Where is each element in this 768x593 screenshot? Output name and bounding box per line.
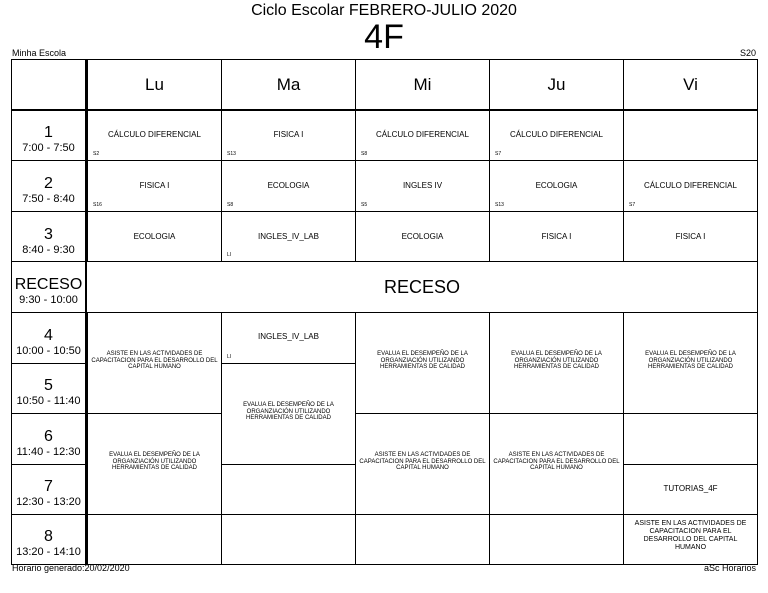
- lesson-cell: [623, 161, 757, 212]
- lesson-subject: INGLES_IV_LAB: [258, 232, 319, 241]
- lesson-room: S16: [93, 202, 102, 208]
- period-time: 10:00 - 10:50: [16, 345, 81, 357]
- corner-cell: [12, 60, 87, 111]
- lesson-subject: ASISTE EN LAS ACTIVIDADES DE CAPACITACION PARA EL DESARROLLO DEL CAPITAL HUMANO: [634, 520, 747, 551]
- period-time: 7:50 - 8:40: [22, 193, 75, 205]
- lesson-subject: ECOLOGIA: [133, 232, 176, 241]
- lesson-subject: FISICA I: [273, 130, 304, 139]
- lesson-cell: [87, 212, 221, 262]
- empty-cell: [355, 515, 489, 564]
- period-header-4: [12, 313, 87, 364]
- lesson-subject: EVALUA EL DESEMPEÑO DE LA ORGANZIACIÓN UTILIZANDO HERRAMIENTAS DE CALIDAD: [645, 351, 736, 370]
- day-header-lu: Lu: [87, 60, 221, 111]
- empty-cell: [87, 515, 221, 564]
- period-number: 4: [44, 327, 53, 344]
- lesson-subject: TUTORIAS_4F: [663, 484, 718, 493]
- lesson-room: S5: [361, 202, 368, 208]
- period-time: 9:30 - 10:00: [19, 294, 78, 306]
- generated-date: Horario generado:20/02/2020: [12, 563, 130, 573]
- lesson-cell: [489, 161, 623, 212]
- empty-cell: [623, 111, 757, 161]
- lesson-room: S7: [629, 202, 636, 208]
- recess-band: RECESO: [87, 262, 757, 313]
- school-name: Minha Escola: [12, 48, 67, 58]
- period-number: 2: [44, 175, 53, 192]
- lesson-room: S7: [495, 151, 502, 157]
- period-header-recess: [12, 262, 87, 313]
- lesson-cell: [221, 212, 355, 262]
- lesson-cell: [87, 414, 221, 515]
- period-header-8: [12, 515, 87, 564]
- empty-cell: [221, 465, 355, 515]
- lesson-subject: INGLES IV: [402, 181, 443, 190]
- period-time: 8:40 - 9:30: [22, 244, 75, 256]
- lesson-cell: [221, 364, 355, 465]
- lesson-cell: [623, 212, 757, 262]
- period-number: 6: [44, 428, 53, 445]
- timetable: [11, 59, 757, 564]
- period-number: 1: [44, 124, 53, 141]
- lesson-subject: FISICA I: [541, 232, 572, 241]
- lesson-room: S2: [93, 151, 100, 157]
- period-number: 5: [44, 377, 53, 394]
- period-header-5: [12, 364, 87, 414]
- schedule-title: Ciclo Escolar FEBRERO-JULIO 2020: [251, 2, 517, 19]
- lesson-room: S8: [361, 151, 368, 157]
- lesson-cell: [489, 313, 623, 414]
- lesson-room: S13: [227, 151, 236, 157]
- lesson-cell: [623, 465, 757, 515]
- lesson-cell: [623, 515, 757, 564]
- period-time: 13:20 - 14:10: [16, 546, 81, 558]
- day-header-mi: Mi: [355, 60, 489, 111]
- lesson-cell: [221, 111, 355, 161]
- lesson-subject: EVALUA EL DESEMPEÑO DE LA ORGANZIACIÓN UTILIZANDO HERRAMIENTAS DE CALIDAD: [377, 351, 468, 370]
- period-time: 12:30 - 13:20: [16, 496, 81, 508]
- lesson-cell: [87, 111, 221, 161]
- period-number: 3: [44, 226, 53, 243]
- period-number: 8: [44, 528, 53, 545]
- lesson-cell: [355, 212, 489, 262]
- period-number: 7: [44, 478, 53, 495]
- lesson-subject: ECOLOGIA: [535, 181, 578, 190]
- lesson-subject: ASISTE EN LAS ACTIVIDADES DE CAPACITACION PARA EL DESARROLLO DEL CAPITAL HUMANO: [359, 452, 486, 471]
- period-header-2: [12, 161, 87, 212]
- period-header-6: [12, 414, 87, 465]
- lesson-cell: [355, 161, 489, 212]
- lesson-subject: ECOLOGIA: [267, 181, 310, 190]
- lesson-subject: EVALUA EL DESEMPEÑO DE LA ORGANZIACIÓN UTILIZANDO HERRAMIENTAS DE CALIDAD: [243, 402, 334, 421]
- lesson-cell: [221, 313, 355, 364]
- lesson-room: LI: [227, 354, 232, 360]
- lesson-room: S13: [495, 202, 504, 208]
- timetable-grid: [11, 59, 758, 565]
- lesson-cell: [355, 414, 489, 515]
- period-header-3: [12, 212, 87, 262]
- room-code: S20: [739, 48, 756, 58]
- lesson-cell: [355, 313, 489, 414]
- lesson-subject: ECOLOGIA: [401, 232, 444, 241]
- lesson-cell: [221, 161, 355, 212]
- lesson-subject: ASISTE EN LAS ACTIVIDADES DE CAPACITACION PARA EL DESARROLLO DEL CAPITAL HUMANO: [493, 452, 620, 471]
- lesson-cell: [489, 111, 623, 161]
- lesson-subject: INGLES_IV_LAB: [258, 332, 319, 341]
- lesson-room: LI: [227, 252, 232, 258]
- lesson-subject: EVALUA EL DESEMPEÑO DE LA ORGANZIACIÓN UTILIZANDO HERRAMIENTAS DE CALIDAD: [109, 452, 200, 471]
- lesson-subject: CÁLCULO DIFERENCIAL: [644, 181, 737, 190]
- lesson-subject: EVALUA EL DESEMPEÑO DE LA ORGANZIACIÓN UTILIZANDO HERRAMIENTAS DE CALIDAD: [511, 351, 602, 370]
- empty-cell: [489, 515, 623, 564]
- period-time: 10:50 - 11:40: [16, 395, 81, 407]
- period-time: 11:40 - 12:30: [16, 446, 81, 458]
- lesson-subject: FISICA I: [139, 181, 170, 190]
- day-header-vi: Vi: [623, 60, 757, 111]
- lesson-room: S8: [227, 202, 234, 208]
- period-header-1: [12, 111, 87, 161]
- period-header-7: [12, 465, 87, 515]
- empty-cell: [221, 515, 355, 564]
- lesson-subject: FISICA I: [675, 232, 706, 241]
- lesson-subject: CÁLCULO DIFERENCIAL: [108, 130, 201, 139]
- day-header-ju: Ju: [489, 60, 623, 111]
- period-time: 7:00 - 7:50: [22, 142, 75, 154]
- lesson-subject: ASISTE EN LAS ACTIVIDADES DE CAPACITACION PARA EL DESARROLLO DEL CAPITAL HUMANO: [91, 351, 218, 370]
- lesson-cell: [355, 111, 489, 161]
- lesson-cell: [623, 313, 757, 414]
- day-header-ma: Ma: [221, 60, 355, 111]
- empty-cell: [623, 414, 757, 465]
- lesson-cell: [87, 161, 221, 212]
- lesson-subject: CÁLCULO DIFERENCIAL: [376, 130, 469, 139]
- lesson-cell: [489, 212, 623, 262]
- software-brand: aSc Horarios: [703, 563, 756, 573]
- lesson-subject: CÁLCULO DIFERENCIAL: [510, 130, 603, 139]
- class-name: 4F: [364, 18, 404, 56]
- lesson-cell: [87, 313, 221, 414]
- period-number: RECESO: [14, 276, 83, 293]
- lesson-cell: [489, 414, 623, 515]
